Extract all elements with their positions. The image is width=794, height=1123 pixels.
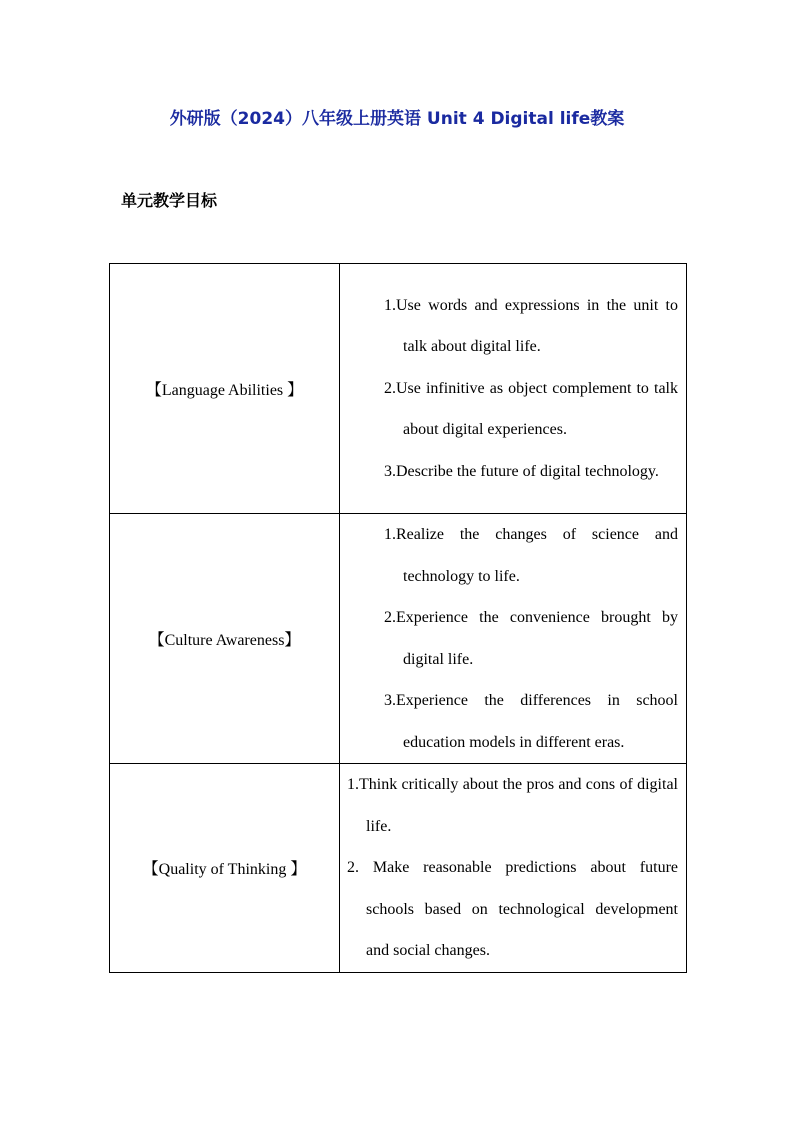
goals-list — [340, 764, 686, 972]
goals-cell — [340, 764, 687, 973]
goal-item: 3.Describe the future of digital technology. — [384, 462, 659, 480]
goal-item: 1.Use words and expressions in the unit to talk about digital life. — [384, 296, 678, 356]
goal-item: 3.Experience the differences in school education models in different eras. — [384, 692, 678, 751]
table-row-culture-awareness — [110, 514, 687, 764]
goal-item: 2.Experience the convenience brought by digital life. — [384, 609, 678, 668]
category-label: 【Quality of Thinking 】 — [142, 861, 307, 879]
goals-cell — [340, 264, 687, 514]
category-label: 【Culture Awareness】 — [148, 632, 301, 649]
goals-list — [340, 514, 686, 763]
section-heading: 单元教学目标 — [121, 191, 218, 210]
goal-item: 2.Use infinitive as object complement to talk about digital experiences. — [384, 379, 678, 439]
category-cell — [110, 514, 340, 764]
table-row-language-abilities — [110, 264, 687, 514]
goal-item: 1.Think critically about the pros and cons of digital life. — [347, 776, 678, 835]
goal-item: 2. Make reasonable predictions about future schools based on technological development and social changes. — [347, 859, 678, 959]
goals-cell — [340, 514, 687, 764]
category-cell — [110, 264, 340, 514]
goals-list — [340, 285, 686, 493]
category-label: 【Language Abilities 】 — [145, 382, 304, 399]
objectives-table — [109, 263, 687, 973]
goal-item: 1.Realize the changes of science and technology to life. — [384, 526, 678, 585]
category-cell — [110, 764, 340, 973]
table-row-quality-of-thinking — [110, 764, 687, 973]
document-title: 外研版（2024）八年级上册英语 Unit 4 Digital life教案 — [169, 109, 625, 129]
